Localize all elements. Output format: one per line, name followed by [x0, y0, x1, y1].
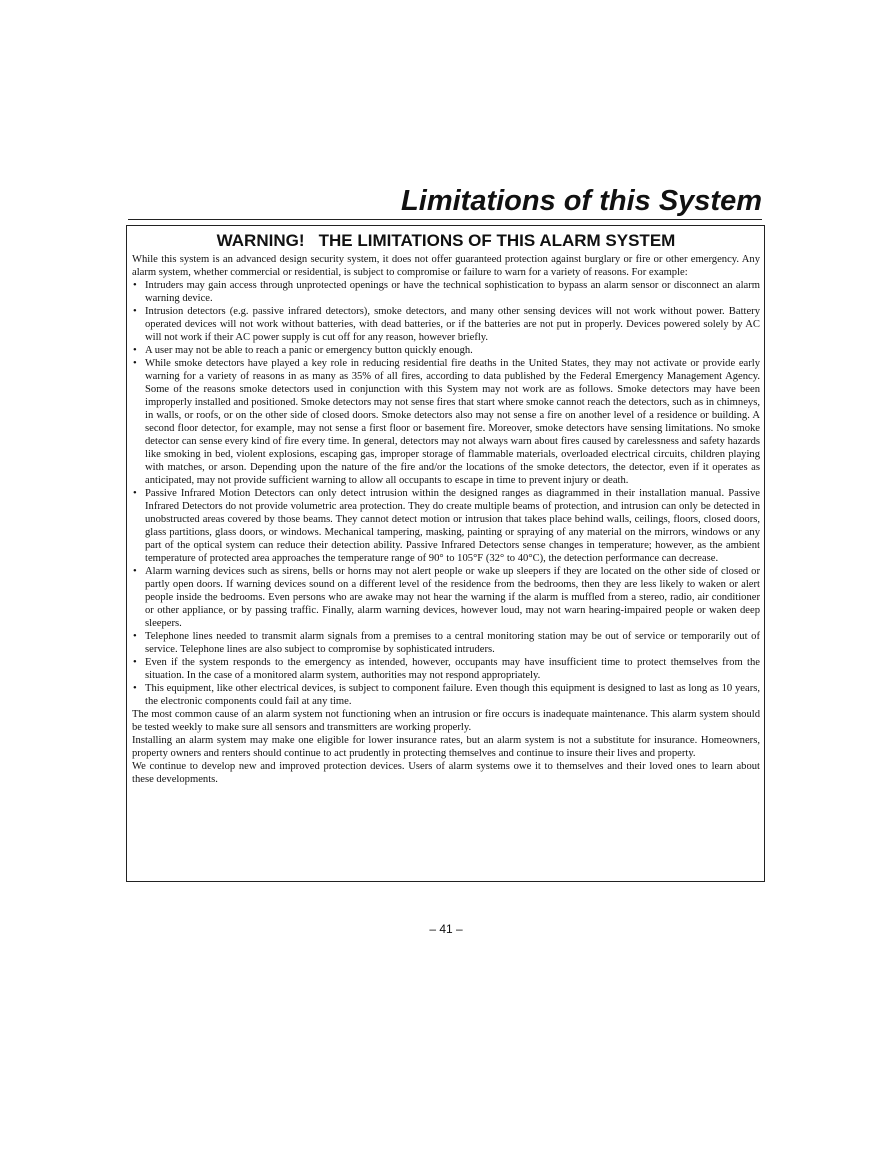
- list-item-text: Alarm warning devices such as sirens, bells or horns may not alert people or wake up sleepers if they are located on the other side of closed or partly open doors. If warning devices sound on a different level of the residence from the bedrooms, then they are less likely to waken or alert people inside the bedrooms. Even persons who are awake may not hear the warning if the alarm is muffled from a stereo, radio, air conditioner or other appliance, or by passing traffic. Finally, alarm warning devices, however loud, may not warn hearing-impaired people or waken deep sleepers.: [145, 566, 760, 629]
- maintenance-paragraph: The most common cause of an alarm system not functioning when an intrusion or fire occurs is inadequate maintenance. This alarm system should be tested weekly to make sure all sensors and transmitters are working properly.: [132, 709, 760, 733]
- list-item: [132, 682, 760, 708]
- list-item-text: This equipment, like other electrical devices, is subject to component failure. Even though this equipment is designed to last as long as 10 years, the electronic components could fail at any time.: [145, 683, 760, 707]
- list-item: [132, 357, 760, 487]
- list-item: [132, 279, 760, 305]
- list-item-text: While smoke detectors have played a key role in reducing residential fire deaths in the United States, they may not activate or provide early warning for a variety of reasons in as many as 35% of all fires, according to data published by the Federal Emergency Management Agency. Some of the reasons smoke detectors used in conjunction with this System may not work are as follows. Smoke detectors may have been improperly installed and positioned. Smoke detectors may not sense fires that start where smoke cannot reach the detectors, such as in chimneys, in walls, or roofs, or on the other side of closed doors. Smoke detectors also may not sense a fire on another level of a residence or building. A second floor detector, for example, may not sense a first floor or basement fire. Moreover, smoke detectors have sensing limitations. No smoke detector can sense every kind of fire every time. In general, detectors may not always warn about fires caused by carelessness and safety hazards like smoking in bed, violent explosions, escaping gas, improper storage of flammable materials, overloaded electrical circuits, children playing with matches, or arson. Depending upon the nature of the fire and/or the locations of the smoke detectors, the detector, even if it operates as anticipated, may not provide sufficient warning to allow all occupants to escape in time to prevent injury or death.: [145, 358, 760, 486]
- bullet-icon: •: [133, 631, 137, 642]
- list-item-text: Telephone lines needed to transmit alarm signals from a premises to a central monitoring station may be out of service or temporarily out of service. Telephone lines are also subject to compromise by sophisticated intruders.: [145, 631, 760, 655]
- list-item: [132, 305, 760, 344]
- bullet-icon: •: [133, 683, 137, 694]
- title-rule: [128, 219, 762, 220]
- warning-box: [126, 225, 765, 882]
- list-item: [132, 565, 760, 630]
- page-number: – 41 –: [429, 922, 463, 936]
- list-item-text: Intruders may gain access through unprotected openings or have the technical sophistication to bypass an alarm sensor or disconnect an alarm warning device.: [145, 280, 760, 304]
- list-item-text: A user may not be able to reach a panic or emergency button quickly enough.: [145, 345, 473, 356]
- insurance-paragraph: Installing an alarm system may make one eligible for lower insurance rates, but an alarm system is not a substitute for insurance. Homeowners, property owners and renters should continue to act prudently in protecting themselves and continue to insure their lives and property.: [132, 735, 760, 759]
- limitations-list: [132, 279, 760, 708]
- development-paragraph: We continue to develop new and improved protection devices. Users of alarm systems owe it to themselves and their loved ones to learn about these developments.: [132, 761, 760, 785]
- warning-intro: While this system is an advanced design security system, it does not offer guaranteed protection against burglary or fire or other emergency. Any alarm system, whether commercial or residential, is subject to compromise or failure to warn for a variety of reasons. For example:: [132, 254, 760, 278]
- list-item: [132, 487, 760, 565]
- page-title: Limitations of this System: [401, 185, 762, 217]
- bullet-icon: •: [133, 280, 137, 291]
- bullet-icon: •: [133, 345, 137, 356]
- list-item: [132, 344, 760, 357]
- list-item-text: Passive Infrared Motion Detectors can only detect intrusion within the designed ranges as diagrammed in their installation manual. Passive Infrared Detectors do not provide volumetric area protection. They do create multiple beams of protection, and intrusion can only be detected in unobstructed areas covered by those beams. They cannot detect motion or intrusion that takes place behind walls, ceilings, floors, closed doors, glass partitions, glass doors, or windows. Mechanical tampering, masking, painting or spraying of any material on the mirrors, windows or any part of the optical system can reduce their detection ability. Passive Infrared Detectors sense changes in temperature; however, as the ambient temperature of protected area approaches the temperature range of 90° to 105°F (32° to 40°C), the detection performance can decrease.: [145, 488, 760, 564]
- list-item-text: Intrusion detectors (e.g. passive infrared detectors), smoke detectors, and many other sensing devices will not work without power. Battery operated devices will not work without batteries, with dead batteries, or if the batteries are not put in properly. Devices powered solely by AC will not work if their AC power supply is cut off for any reason, however briefly.: [145, 306, 760, 343]
- bullet-icon: •: [133, 306, 137, 317]
- bullet-icon: •: [133, 566, 137, 577]
- bullet-icon: •: [133, 488, 137, 499]
- warning-title: WARNING! THE LIMITATIONS OF THIS ALARM SYSTEM: [216, 231, 676, 250]
- list-item-text: Even if the system responds to the emergency as intended, however, occupants may have insufficient time to protect themselves from the situation. In the case of a monitored alarm system, authorities may not respond appropriately.: [145, 657, 760, 681]
- bullet-icon: •: [133, 657, 137, 668]
- bullet-icon: •: [133, 358, 137, 369]
- list-item: [132, 656, 760, 682]
- list-item: [132, 630, 760, 656]
